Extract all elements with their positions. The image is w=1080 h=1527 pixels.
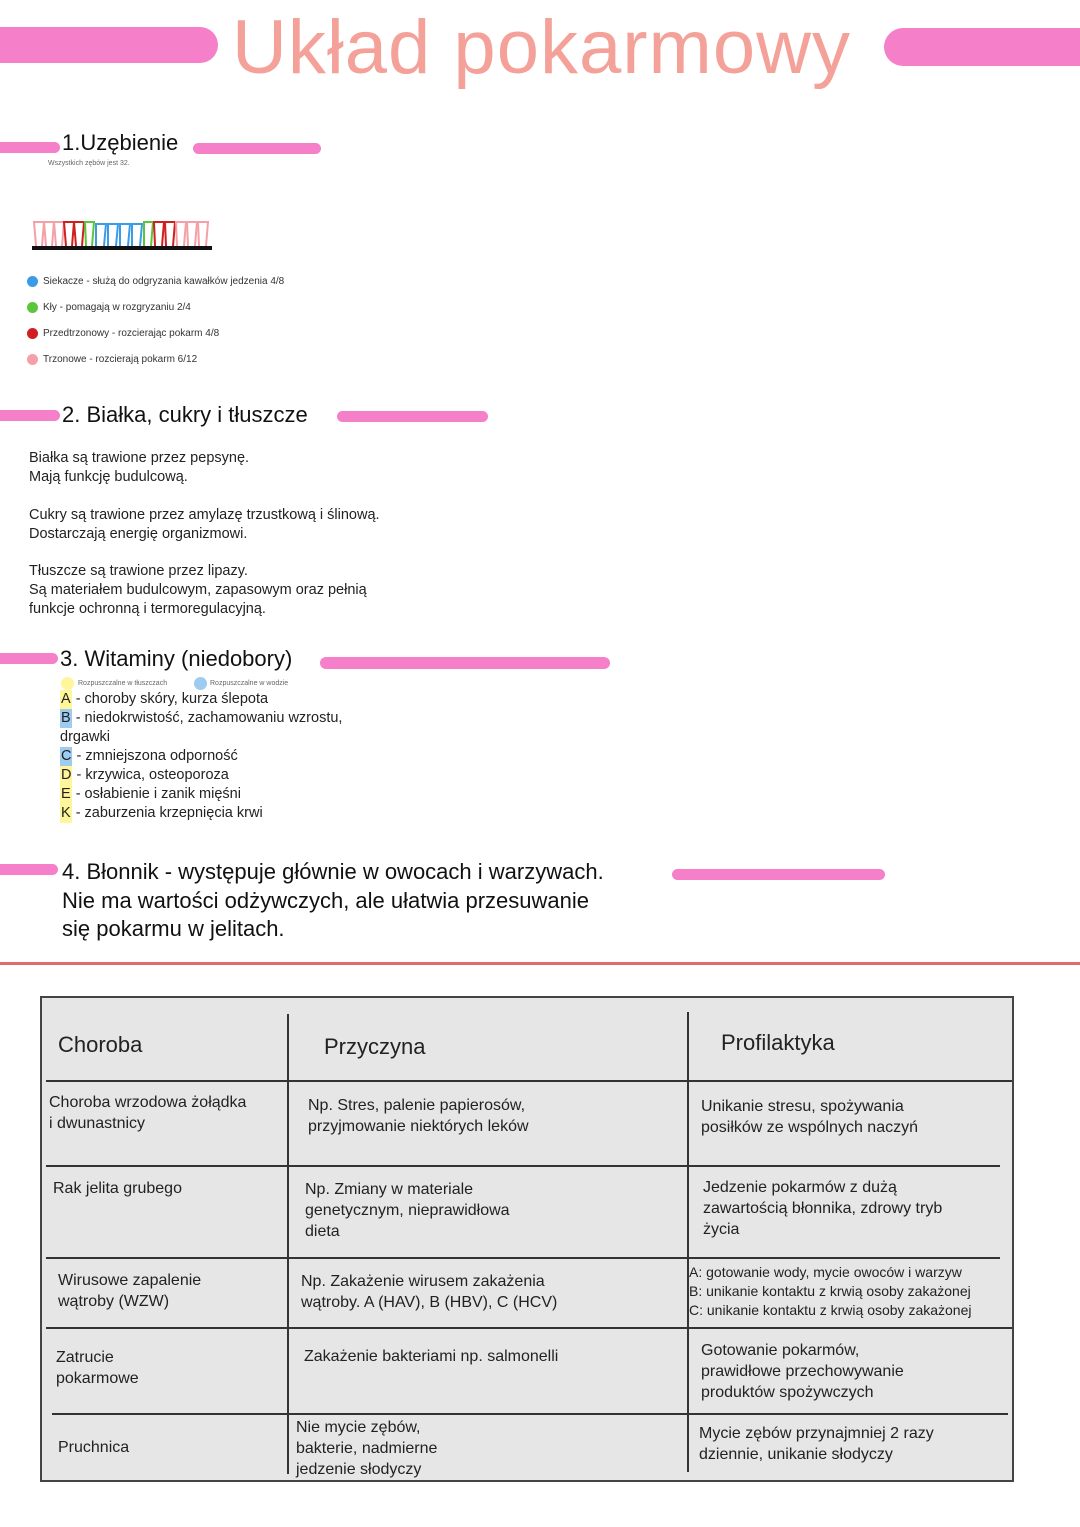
tooth-canine [85,222,94,246]
section2-bar-right [337,411,488,422]
table-row-divider [46,1327,1012,1329]
pink-dot-icon [27,354,38,365]
water-soluble-legend: Rozpuszczalne w wodzie [210,680,289,687]
tooth-molar [198,222,208,246]
table-cell-prevention: Jedzenie pokarmów z dużą zawartością błonnika, zdrowy tryb życia [703,1179,943,1238]
section4-bar-left [0,864,58,875]
page-title: Układ pokarmowy [232,5,851,90]
tooth-molar [54,222,64,246]
vitamin-item: B - niedokrwistość, zachamowaniu wzrostu, [61,710,343,726]
table-cell-cause: Np. Zmiany w materiale genetycznym, nieprawidłowa dieta [305,1181,510,1240]
proteins-paragraph: Białka są trawione przez pepsynę. Mają funkcję budulcową. [29,450,250,485]
table-cell-disease: Zatrucie pokarmowe [56,1349,139,1387]
tooth-incisor [108,224,118,246]
table-cell-prevention: Mycie zębów przynajmniej 2 razy dziennie, unikanie słodyczy [699,1425,934,1463]
section2-bar-left [0,410,60,421]
section2-heading: 2. Białka, cukry i tłuszcze [62,402,308,427]
water-soluble-dot-icon [194,677,207,690]
teeth-legend-item: Siekacze - służą do odgryzania kawałków jedzenia 4/8 [43,276,285,287]
tooth-molar [187,222,197,246]
fat-soluble-legend: Rozpuszczalne w tłuszczach [78,680,168,687]
table-cell-cause: Zakażenie bakteriami np. salmonelli [304,1348,559,1365]
tooth-premolar [74,222,84,246]
vitamin-item: E - osłabienie i zanik mięśni [61,786,241,802]
green-dot-icon [27,302,38,313]
teeth-note: Wszystkich zębów jest 32. [48,160,130,167]
red-dot-icon [27,328,38,339]
teeth-legend-item: Kły - pomagają w rozgryzaniu 2/4 [43,302,191,313]
table-cell-disease: Choroba wrzodowa żołądka i dwunastnicy [49,1094,247,1132]
table-header-disease: Choroba [58,1032,143,1057]
section1-heading: 1.Uzębienie [62,130,179,155]
section1-bar-right [193,143,321,154]
vitamin-item: D - krzywica, osteoporoza [61,767,229,783]
table-cell-disease: Wirusowe zapalenie wątroby (WZW) [58,1272,202,1310]
teeth-legend-item: Przedtrzonowy - rozcierając pokarm 4/8 [43,328,220,339]
section4-bar-right [672,869,885,880]
vitamin-item: C - zmniejszona odporność [61,748,238,764]
title-bar-left [0,27,218,63]
table-row-divider [46,1257,1000,1259]
blue-dot-icon [27,276,38,287]
tooth-canine [144,222,153,246]
table-cell-prevention: Gotowanie pokarmów, prawidłowe przechowywanie produktów spożywczych [701,1342,904,1401]
teeth-diagram [30,212,214,254]
fat-soluble-dot-icon [61,677,74,690]
tooth-premolar [64,222,74,246]
table-cell-disease: Pruchnica [58,1439,130,1456]
tooth-incisor [120,224,130,246]
diseases-table [40,996,1014,1482]
tooth-molar [176,222,186,246]
table-cell-prevention: A: gotowanie wody, mycie owoców i warzyw B: unikanie kontaktu z krwią osoby zakażonej C: unikanie kontaktu z krwią osoby zakażonej [689,1264,972,1318]
table-cell-prevention: Unikanie stresu, spożywania posiłków ze wspólnych naczyń [701,1098,918,1136]
table-header-prevention: Profilaktyka [721,1030,835,1055]
section3-bar-right [320,657,610,669]
section-separator [0,962,1080,965]
vitamin-item: drgawki [60,729,110,745]
table-col-divider [287,1014,289,1474]
teeth-legend-item: Trzonowe - rozcierają pokarm 6/12 [43,354,198,365]
table-cell-cause: Np. Stres, palenie papierosów, przyjmowanie niektórych leków [308,1097,529,1135]
table-row-divider [52,1413,1008,1415]
table-cell-cause: Np. Zakażenie wirusem zakażenia wątroby. A (HAV), B (HBV), C (HCV) [301,1273,558,1311]
sugars-paragraph: Cukry są trawione przez amylazę trzustkową i ślinową. Dostarczają energię organizmowi. [29,507,380,542]
section3-heading: 3. Witaminy (niedobory) [60,646,293,671]
section1-bar-left [0,142,60,153]
table-row-divider [46,1165,1000,1167]
fiber-paragraph: 4. Błonnik - występuje głównie w owocach i warzywach. Nie ma wartości odżywczych, ale ułatwia przesuwanie się pokarmu w jelitach. [62,859,604,941]
tooth-molar [34,222,44,246]
table-cell-cause: Nie mycie zębów, bakterie, nadmierne jedzenie słodyczy [296,1419,438,1478]
table-header-cause: Przyczyna [324,1034,426,1059]
tooth-incisor [132,224,142,246]
tooth-molar [44,222,54,246]
table-cell-disease: Rak jelita grubego [53,1180,182,1197]
tooth-incisor [96,224,106,246]
tooth-premolar [165,222,175,246]
fats-paragraph: Tłuszcze są trawione przez lipazy. Są materiałem budulcowym, zapasowym oraz pełnią funkcje ochronną i termoregulacyjną. [29,563,367,617]
section3-bar-left [0,653,58,664]
tooth-premolar [154,222,164,246]
title-bar-right [884,28,1080,66]
vitamin-item: K - zaburzenia krzepnięcia krwi [61,805,263,821]
vitamin-item: A - choroby skóry, kurza ślepota [61,691,269,707]
vitamin-list [60,690,342,823]
table-row-divider [46,1080,1012,1082]
